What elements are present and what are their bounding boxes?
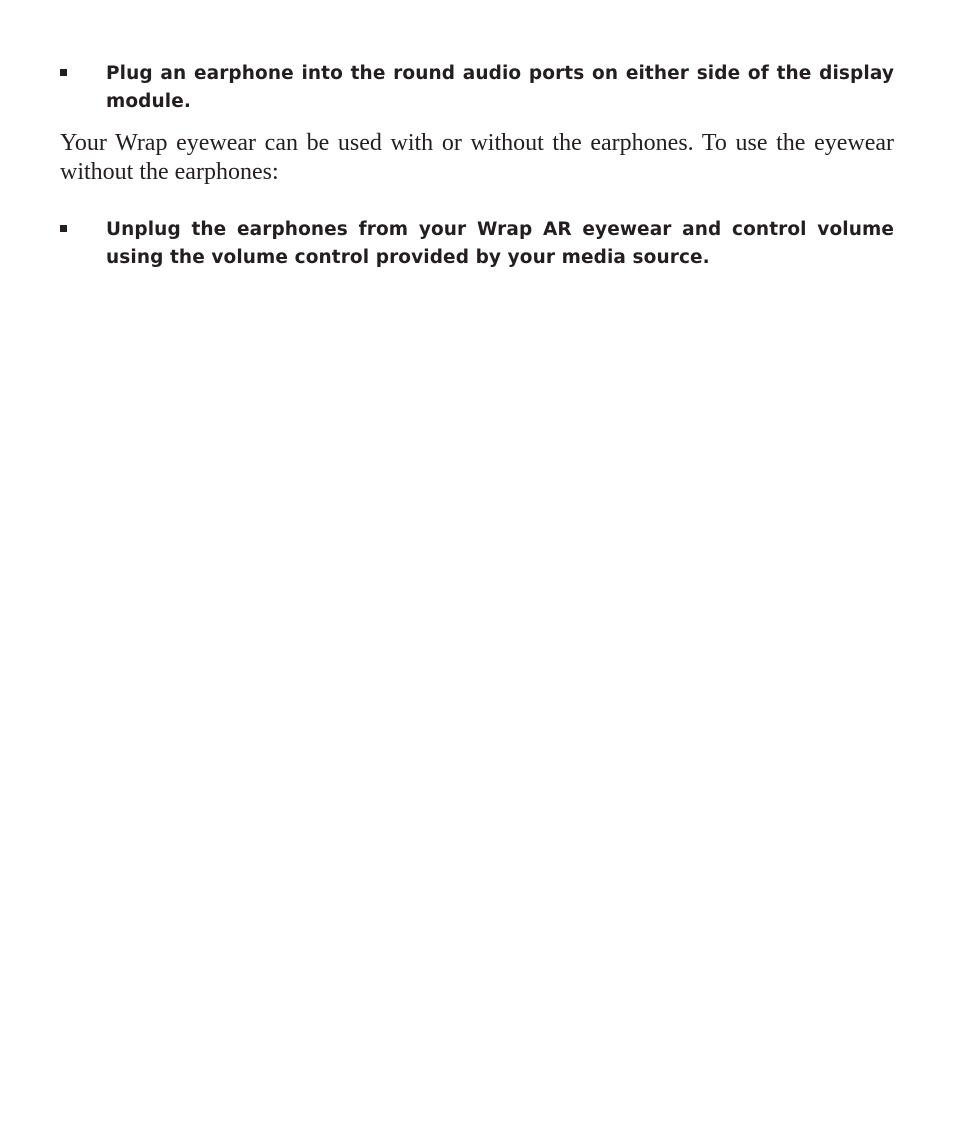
list-item (60, 216, 894, 271)
square-bullet-icon (60, 69, 67, 76)
bullet-text: Plug an earphone into the round audio ports on either side of the display module. (106, 63, 894, 112)
square-bullet-icon (60, 225, 67, 232)
bullet-text: Unplug the earphones from your Wrap AR eyewear and control volume using the volume control provided by your media source. (106, 219, 894, 268)
list-item (60, 60, 894, 115)
body-paragraph: Your Wrap eyewear can be used with or without the earphones. To use the eyewear without the earphones: (60, 130, 894, 185)
